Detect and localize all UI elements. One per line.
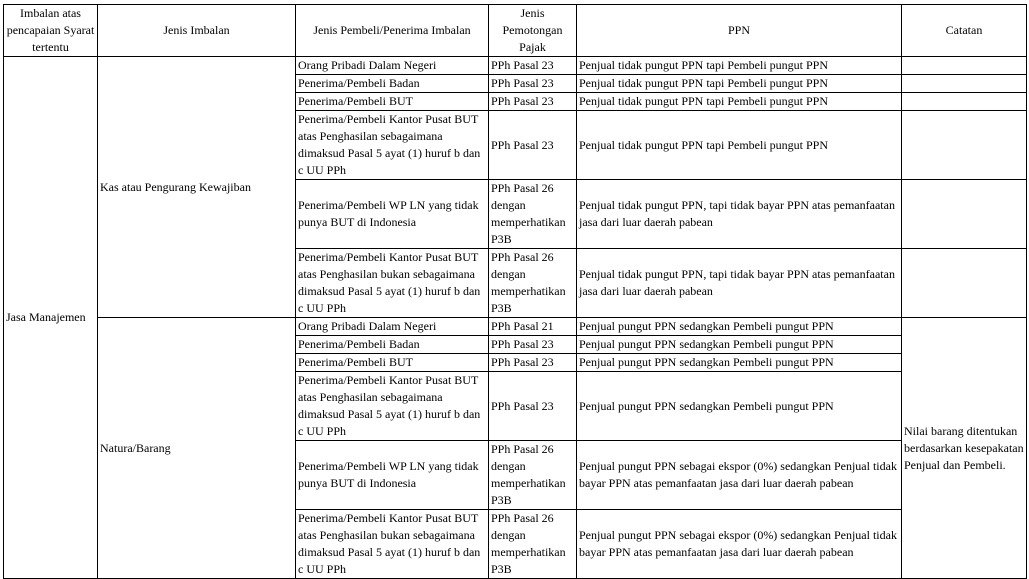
pembeli-cell: Penerima/Pembeli Badan	[296, 336, 489, 354]
table-row	[4, 318, 1027, 336]
catatan-cell	[902, 57, 1027, 75]
pajak-cell: PPh Pasal 23	[489, 372, 577, 441]
pembeli-cell: Penerima/Pembeli Kantor Pusat BUT atas Penghasilan sebagaimana dimaksud Pasal 5 ayat (1) huruf b dan c UU PPh	[296, 111, 489, 180]
catatan-cell: Nilai barang ditentukan berdasarkan kesepakatan Penjual dan Pembeli.	[902, 318, 1027, 579]
pajak-cell: PPh Pasal 26 dengan memperhatikan P3B	[489, 441, 577, 510]
catatan-cell	[902, 249, 1027, 318]
ppn-cell: Penjual pungut PPN sebagai ekspor (0%) sedangkan Penjual tidak bayar PPN atas pemanfaatan jasa dari luar daerah pabean	[577, 441, 902, 510]
jenis-imbalan-cell: Kas atau Pengurang Kewajiban	[98, 57, 296, 318]
header-row	[4, 5, 1027, 57]
header-jenis-pembeli: Jenis Pembeli/Penerima Imbalan	[296, 5, 489, 57]
pembeli-cell: Orang Pribadi Dalam Negeri	[296, 57, 489, 75]
pembeli-cell: Penerima/Pembeli Kantor Pusat BUT atas Penghasilan bukan sebagaimana dimaksud Pasal 5 ayat (1) huruf b dan c UU PPh	[296, 249, 489, 318]
pajak-cell: PPh Pasal 23	[489, 93, 577, 111]
pembeli-cell: Penerima/Pembeli Kantor Pusat BUT atas Penghasilan sebagaimana dimaksud Pasal 5 ayat (1) huruf b dan c UU PPh	[296, 372, 489, 441]
pembeli-cell: Penerima/Pembeli WP LN yang tidak punya BUT di Indonesia	[296, 180, 489, 249]
pembeli-cell: Penerima/Pembeli BUT	[296, 93, 489, 111]
header-ppn: PPN	[577, 5, 902, 57]
pajak-cell: PPh Pasal 23	[489, 111, 577, 180]
tax-table	[3, 4, 1027, 579]
pajak-cell: PPh Pasal 26 dengan memperhatikan P3B	[489, 510, 577, 579]
catatan-cell	[902, 93, 1027, 111]
pajak-cell: PPh Pasal 26 dengan memperhatikan P3B	[489, 180, 577, 249]
table-row	[4, 57, 1027, 75]
ppn-cell: Penjual tidak pungut PPN tapi Pembeli pungut PPN	[577, 75, 902, 93]
pembeli-cell: Penerima/Pembeli Kantor Pusat BUT atas Penghasilan bukan sebagaimana dimaksud Pasal 5 ayat (1) huruf b dan c UU PPh	[296, 510, 489, 579]
catatan-cell	[902, 111, 1027, 180]
ppn-cell: Penjual pungut PPN sebagai ekspor (0%) sedangkan Penjual tidak bayar PPN atas pemanfaatan jasa dari luar daerah pabean	[577, 510, 902, 579]
ppn-cell: Penjual tidak pungut PPN, tapi tidak bayar PPN atas pemanfaatan jasa dari luar daerah pabean	[577, 180, 902, 249]
ppn-cell: Penjual tidak pungut PPN, tapi tidak bayar PPN atas pemanfaatan jasa dari luar daerah pabean	[577, 249, 902, 318]
ppn-cell: Penjual tidak pungut PPN tapi Pembeli pungut PPN	[577, 93, 902, 111]
pembeli-cell: Penerima/Pembeli BUT	[296, 354, 489, 372]
pembeli-cell: Orang Pribadi Dalam Negeri	[296, 318, 489, 336]
pajak-cell: PPh Pasal 23	[489, 75, 577, 93]
ppn-cell: Penjual tidak pungut PPN tapi Pembeli pungut PPN	[577, 111, 902, 180]
pajak-cell: PPh Pasal 23	[489, 57, 577, 75]
header-jenis-pemotongan: Jenis Pemotongan Pajak	[489, 5, 577, 57]
ppn-cell: Penjual pungut PPN sedangkan Pembeli pungut PPN	[577, 336, 902, 354]
pajak-cell: PPh Pasal 23	[489, 354, 577, 372]
category-cell: Jasa Manajemen	[4, 57, 98, 579]
pembeli-cell: Penerima/Pembeli WP LN yang tidak punya BUT di Indonesia	[296, 441, 489, 510]
ppn-cell: Penjual pungut PPN sedangkan Pembeli pungut PPN	[577, 318, 902, 336]
jenis-imbalan-cell: Natura/Barang	[98, 318, 296, 579]
pembeli-cell: Penerima/Pembeli Badan	[296, 75, 489, 93]
pajak-cell: PPh Pasal 26 dengan memperhatikan P3B	[489, 249, 577, 318]
pajak-cell: PPh Pasal 23	[489, 336, 577, 354]
header-imbalan-atas: Imbalan atas pencapaian Syarat tertentu	[4, 5, 98, 57]
catatan-cell	[902, 180, 1027, 249]
header-jenis-imbalan: Jenis Imbalan	[98, 5, 296, 57]
catatan-cell	[902, 75, 1027, 93]
header-catatan: Catatan	[902, 5, 1027, 57]
ppn-cell: Penjual pungut PPN sedangkan Pembeli pungut PPN	[577, 354, 902, 372]
pajak-cell: PPh Pasal 21	[489, 318, 577, 336]
ppn-cell: Penjual pungut PPN sedangkan Pembeli pungut PPN	[577, 372, 902, 441]
ppn-cell: Penjual tidak pungut PPN tapi Pembeli pungut PPN	[577, 57, 902, 75]
